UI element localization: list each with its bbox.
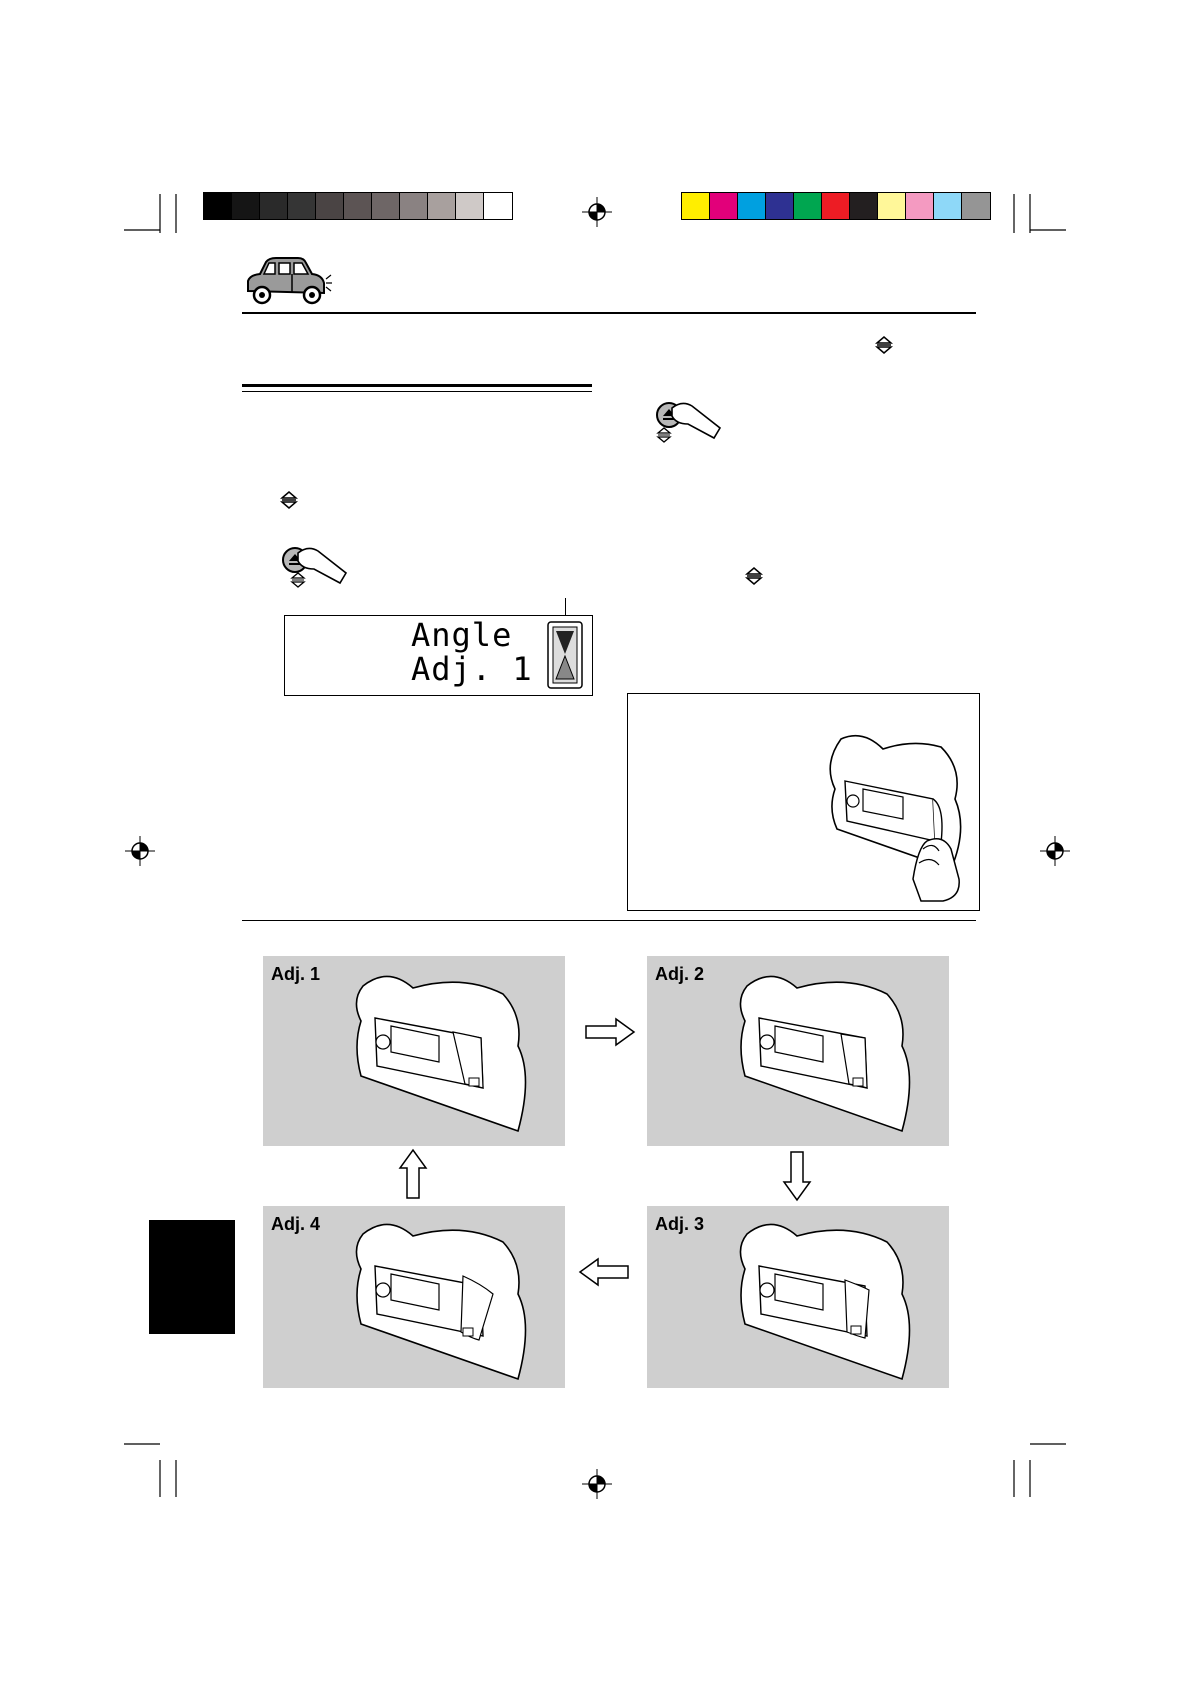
color-swatch (400, 193, 428, 219)
arrow-left-icon (578, 1257, 630, 1287)
arrow-right-icon (584, 1017, 636, 1047)
section-rule (242, 391, 592, 392)
adj-panel-2 (647, 956, 949, 1146)
registration-mark-icon (1040, 836, 1070, 866)
panel-label: Adj. 4 (271, 1214, 321, 1234)
registration-mark-icon (125, 836, 155, 866)
up-down-arrow-icon (745, 567, 763, 585)
color-swatch (316, 193, 344, 219)
pointer-line (565, 598, 566, 616)
up-down-arrow-icon (875, 336, 893, 354)
color-swatch (906, 193, 934, 219)
color-swatch (344, 193, 372, 219)
eject-button-icon (278, 543, 348, 593)
lcd-line-2: Adj. 1 (411, 650, 533, 688)
color-swatch (456, 193, 484, 219)
arrow-up-icon (398, 1148, 428, 1200)
color-swatch (934, 193, 962, 219)
color-bar (681, 192, 991, 220)
unit-angle-illustration (353, 1214, 553, 1386)
color-swatch (372, 193, 400, 219)
unit-angle-illustration (737, 966, 937, 1141)
up-down-arrow-icon (280, 491, 298, 509)
lcd-display (284, 615, 593, 696)
grayscale-bar (203, 192, 513, 220)
arrow-down-icon (782, 1150, 812, 1202)
hourglass-icon (547, 621, 583, 689)
adj-panel-4 (263, 1206, 565, 1388)
color-swatch (962, 193, 990, 219)
unit-angle-illustration (737, 1214, 937, 1386)
color-swatch (260, 193, 288, 219)
color-swatch (794, 193, 822, 219)
registration-mark-icon (582, 197, 612, 227)
adj-panel-1 (263, 956, 565, 1146)
color-swatch (288, 193, 316, 219)
unit-angle-illustration (353, 966, 553, 1141)
car-icon (242, 255, 332, 307)
color-swatch (682, 193, 710, 219)
eject-button-icon (652, 398, 722, 448)
color-swatch (710, 193, 738, 219)
color-swatch (766, 193, 794, 219)
panel-label: Adj. 3 (655, 1214, 705, 1234)
color-swatch (204, 193, 232, 219)
header-rule (242, 312, 976, 314)
color-swatch (232, 193, 260, 219)
adj-panel-3 (647, 1206, 949, 1388)
hand-adjust-illustration (823, 729, 973, 904)
lcd-line-1: Angle (411, 616, 513, 654)
section-rule (242, 384, 592, 387)
panel-label: Adj. 1 (271, 964, 321, 984)
registration-mark-icon (582, 1469, 612, 1499)
color-swatch (822, 193, 850, 219)
color-swatch (428, 193, 456, 219)
panel-label: Adj. 2 (655, 964, 705, 984)
color-swatch (738, 193, 766, 219)
color-swatch (850, 193, 878, 219)
divider (242, 920, 976, 921)
color-swatch (878, 193, 906, 219)
color-swatch (484, 193, 512, 219)
section-tab (149, 1220, 235, 1334)
note-box (627, 693, 980, 911)
